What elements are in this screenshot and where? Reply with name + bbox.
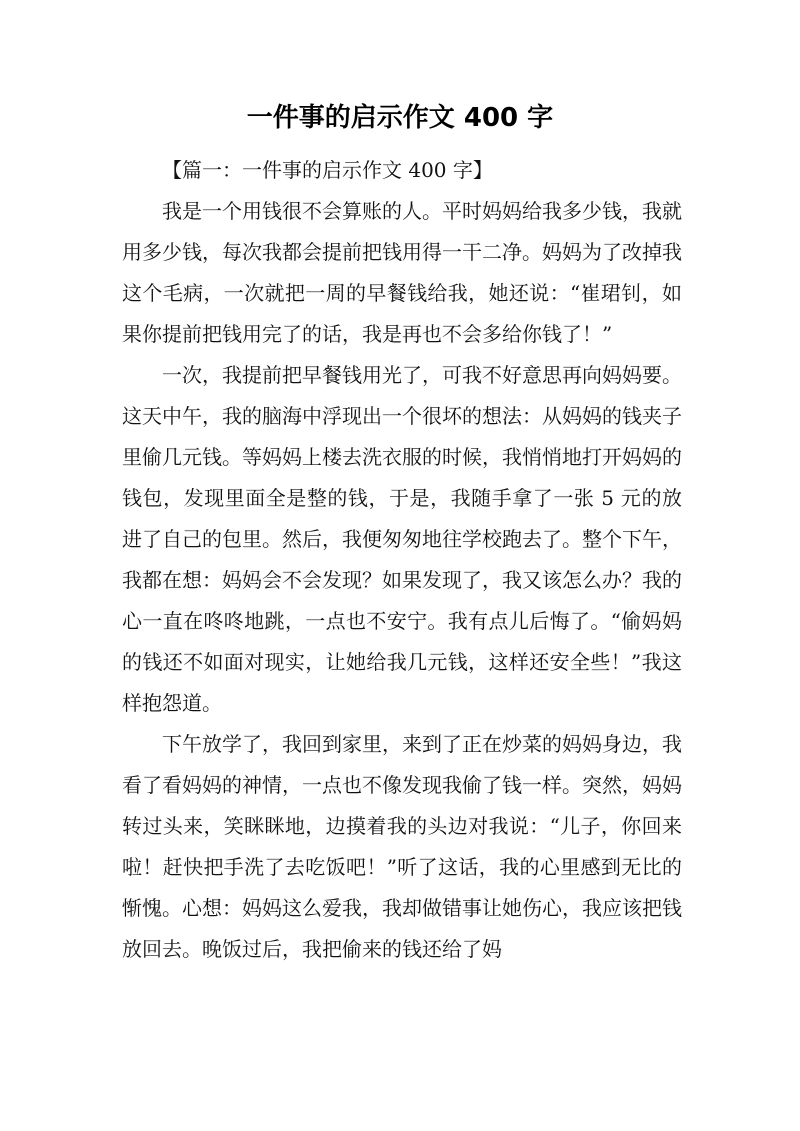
section-heading: 【篇一：一件事的启示作文 400 字】: [162, 158, 493, 182]
paragraph-3: 下午放学了，我回到家里，来到了正在炒菜的妈妈身边，我看了看妈妈的神情，一点也不像发现我偷了钱一样。突然，妈妈转过头来，笑眯眯地，边摸着我的头边对我说：“儿子，你回来啦！赶快把手洗了去吃饭吧！”听了这话，我的心里感到无比的惭愧。心想：妈妈这么爱我，我却做错事让她伤心，我应该把钱放回去。晚饭过后，我把偷来的钱还给了妈: [122, 732, 682, 961]
document-body: [122, 150, 682, 970]
document-title: 一件事的启示作文 400 字: [246, 103, 554, 133]
paragraph-2: 一次，我提前把早餐钱用光了，可我不好意思再向妈妈要。这天中午，我的脑海中浮现出一个很坏的想法：从妈妈的钱夹子里偷几元钱。等妈妈上楼去洗衣服的时候，我悄悄地打开妈妈的钱包，发现里面全是整的钱，于是，我随手拿了一张 5 元的放进了自己的包里。然后，我便匆匆地往学校跑去了。整个下午，我都在想：妈妈会不会发现？如果发现了，我又该怎么办？我的心一直在咚咚地跳，一点也不安宁。我有点儿后悔了。“偷妈妈的钱还不如面对现实，让她给我几元钱，这样还安全些！”我这样抱怨道。: [122, 363, 682, 715]
paragraph-1: 我是一个用钱很不会算账的人。平时妈妈给我多少钱，我就用多少钱，每次我都会提前把钱用得一干二净。妈妈为了改掉我这个毛病，一次就把一周的早餐钱给我，她还说：“崔珺钊，如果你提前把钱用完了的话，我是再也不会多给你钱了！”: [122, 199, 682, 346]
